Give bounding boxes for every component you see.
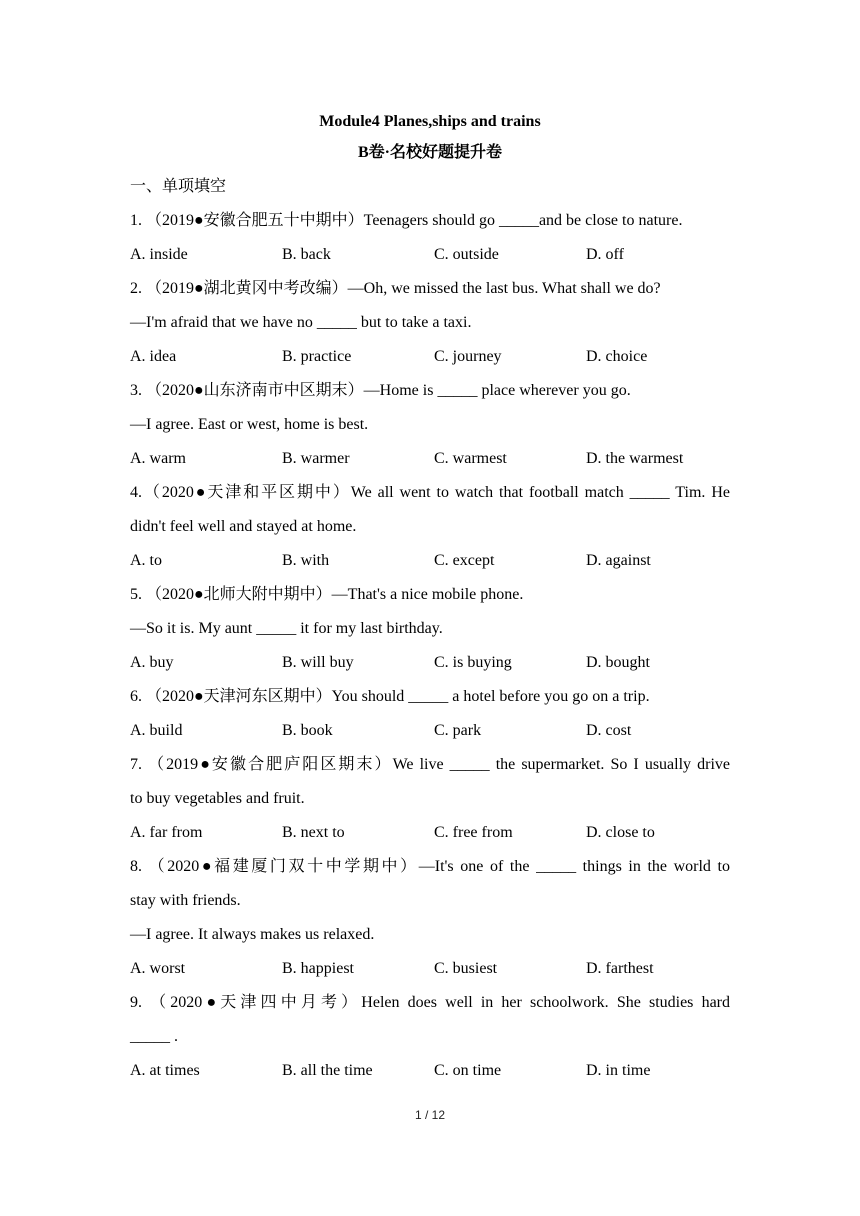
question-5 (130, 578, 730, 680)
option-d: D. the warmest (586, 450, 684, 467)
option-d: D. cost (586, 722, 632, 739)
option-c: C. is buying (434, 654, 512, 671)
option-b: B. happiest (282, 960, 354, 977)
question-stem: stay with friends. (130, 892, 241, 909)
option-a: A. idea (130, 348, 177, 365)
option-d: D. farthest (586, 960, 654, 977)
option-d: D. off (586, 246, 624, 263)
question-options (130, 340, 730, 374)
option-a: A. at times (130, 1062, 200, 1079)
question-stem: 4.（2020●天津和平区期中）We all went to watch that football match _____ Tim. He (130, 484, 730, 501)
question-stem: 9. （2020●天津四中月考）Helen does well in her schoolwork. She studies hard (130, 994, 730, 1011)
option-c: C. outside (434, 246, 499, 263)
option-c: C. except (434, 552, 495, 569)
option-a: A. far from (130, 824, 203, 841)
question-stem: —So it is. My aunt _____ it for my last birthday. (130, 620, 443, 637)
option-d: D. in time (586, 1062, 651, 1079)
question-stem: —I agree. East or west, home is best. (130, 416, 369, 433)
document-subtitle: B卷·名校好题提升卷 (357, 144, 502, 161)
question-options (130, 544, 730, 578)
question-options (130, 442, 730, 476)
question-2 (130, 272, 730, 374)
option-b: B. warmer (282, 450, 350, 467)
option-c: C. warmest (434, 450, 507, 467)
question-stem: 3. （2020●山东济南市中区期末）—Home is _____ place wherever you go. (130, 382, 631, 399)
question-stem: didn't feel well and stayed at home. (130, 518, 357, 535)
question-options (130, 646, 730, 680)
question-options (130, 238, 730, 272)
option-b: B. with (282, 552, 330, 569)
option-a: A. inside (130, 246, 188, 263)
question-9 (130, 986, 730, 1088)
option-a: A. buy (130, 654, 174, 671)
option-a: A. worst (130, 960, 186, 977)
option-a: A. to (130, 552, 162, 569)
question-6 (130, 680, 730, 748)
question-stem: 1. （2019●安徽合肥五十中期中）Teenagers should go _____and be close to nature. (130, 212, 683, 229)
question-stem: —I agree. It always makes us relaxed. (130, 926, 375, 943)
question-stem: _____ . (130, 1028, 178, 1045)
option-d: D. close to (586, 824, 655, 841)
option-b: B. next to (282, 824, 345, 841)
question-7 (130, 748, 730, 850)
question-8 (130, 850, 730, 986)
question-stem: 7. （2019●安徽合肥庐阳区期末）We live _____ the supermarket. So I usually drive (130, 756, 730, 773)
document-content (130, 108, 730, 1088)
section-heading: 一、单项填空 (130, 178, 227, 195)
question-stem: —I'm afraid that we have no _____ but to take a taxi. (130, 314, 472, 331)
question-options (130, 1054, 730, 1088)
question-3 (130, 374, 730, 476)
option-b: B. book (282, 722, 333, 739)
question-options (130, 816, 730, 850)
question-stem: 2. （2019●湖北黄冈中考改编）—Oh, we missed the last bus. What shall we do? (130, 280, 661, 297)
option-b: B. practice (282, 348, 352, 365)
question-4 (130, 476, 730, 578)
question-options (130, 952, 730, 986)
option-d: D. choice (586, 348, 648, 365)
question-stem: 8. （2020●福建厦门双十中学期中）—It's one of the _____ things in the world to (130, 858, 730, 875)
option-a: A. warm (130, 450, 186, 467)
page-number: 1 / 12 (414, 1108, 446, 1122)
option-c: C. journey (434, 348, 502, 365)
option-b: B. will buy (282, 654, 354, 671)
document-title: Module4 Planes,ships and trains (319, 113, 541, 130)
option-c: C. busiest (434, 960, 498, 977)
option-d: D. against (586, 552, 651, 569)
question-stem: to buy vegetables and fruit. (130, 790, 305, 807)
question-options (130, 714, 730, 748)
option-b: B. back (282, 246, 331, 263)
option-c: C. on time (434, 1062, 502, 1079)
option-b: B. all the time (282, 1062, 373, 1079)
option-d: D. bought (586, 654, 650, 671)
question-1 (130, 204, 730, 272)
option-c: C. park (434, 722, 482, 739)
question-stem: 5. （2020●北师大附中期中）—That's a nice mobile phone. (130, 586, 524, 603)
option-c: C. free from (434, 824, 513, 841)
option-a: A. build (130, 722, 183, 739)
question-stem: 6. （2020●天津河东区期中）You should _____ a hotel before you go on a trip. (130, 688, 650, 705)
